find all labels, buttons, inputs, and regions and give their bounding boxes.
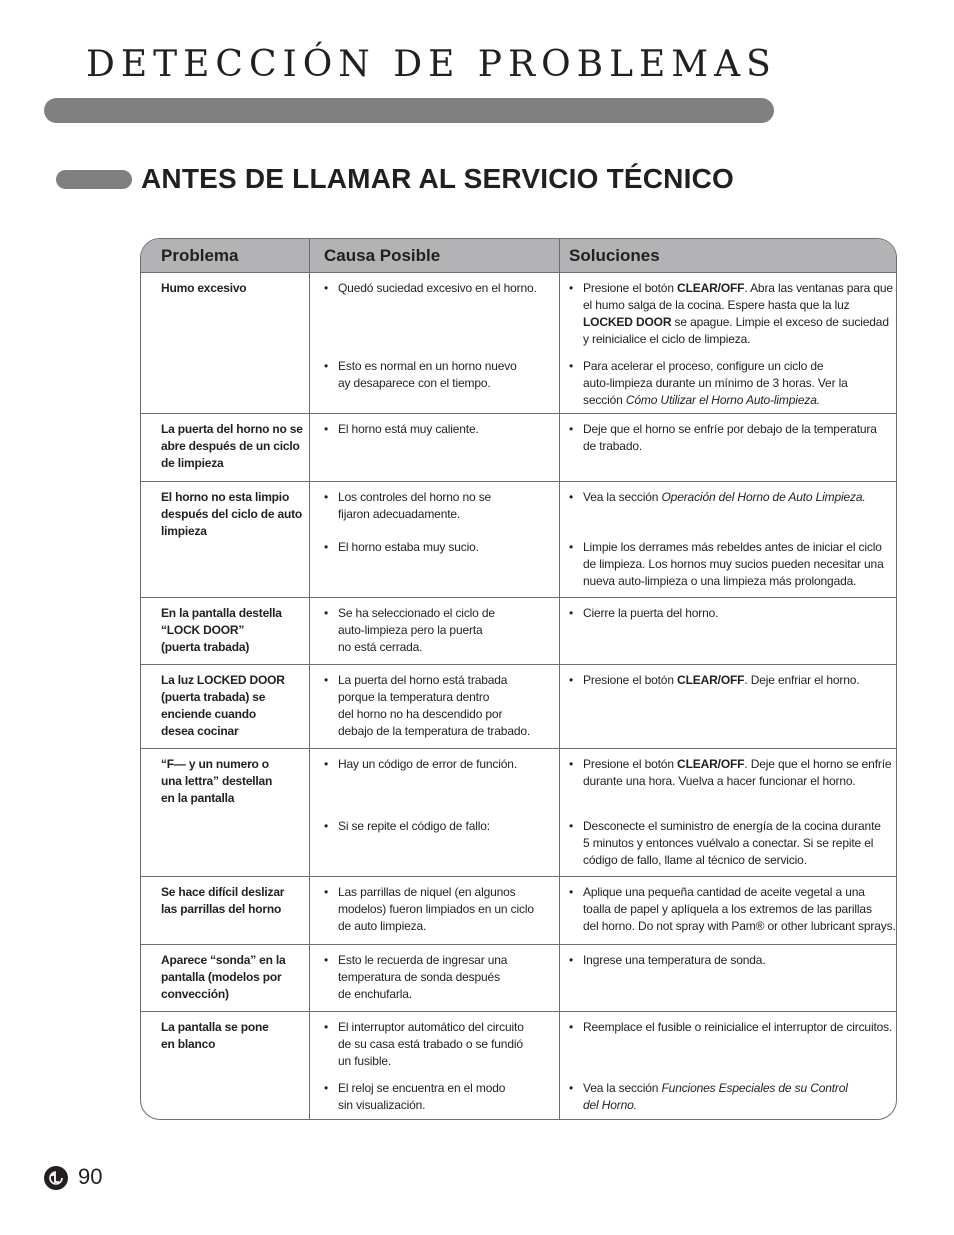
cause-item: • Si se repite el código de fallo: [324,818,554,835]
solution-item: • Presione el botón CLEAR/OFF. Deje que el horno se enfríe durante una hora. Vuelva a hacer funcionar el horno. [569,756,897,790]
cause-item: • El interruptor automático del circuito de su casa está trabado o se fundió un fusible. [324,1019,554,1070]
cause-item: • Se ha seleccionado el ciclo de auto-limpieza pero la puerta no está cerrada. [324,605,554,656]
problem-cell: Se hace difícil deslizar las parrillas del horno [161,885,285,916]
page-number: 90 [78,1164,103,1189]
problem-cell: Humo excesivo [161,281,247,295]
problem-cell: La pantalla se pone en blanco [161,1020,269,1051]
solution-item: • Presione el botón CLEAR/OFF. Abra las ventanas para que el humo salga de la cocina. Espere hasta que la luz LOCKED DOOR se apague. Limpie el exceso de suciedad y reinicialice el ciclo de limpieza. [569,280,897,348]
solution-item: • Presione el botón CLEAR/OFF. Deje enfriar el horno. [569,672,897,689]
cause-item: • La puerta del horno está trabada porque la temperatura dentro del horno no ha descendido por debajo de la temperatura de trabado. [324,672,554,740]
cause-item: • Esto le recuerda de ingresar una temperatura de sonda después de enchufarla. [324,952,554,1003]
header-problema: Problema [161,246,239,265]
header-causa-posible: Causa Posible [324,246,441,265]
cause-item: • El horno estaba muy sucio. [324,539,554,556]
solution-item: • Deje que el horno se enfríe por debajo de la temperatura de trabado. [569,421,897,455]
cause-item: • Los controles del horno no se fijaron adecuadamente. [324,489,554,523]
cause-item: • Esto es normal en un horno nuevo ay desaparece con el tiempo. [324,358,554,392]
table-row [141,1012,896,1120]
chapter-title: DETECCIÓN DE PROBLEMAS [86,44,777,85]
section-title: ANTES DE LLAMAR AL SERVICIO TÉCNICO [141,163,734,194]
problem-cell: Aparece “sonda” en la pantalla (modelos por convección) [161,953,286,1001]
solution-item: • Vea la sección Funciones Especiales de su Control del Horno. [569,1080,897,1114]
cause-item: • Quedó suciedad excesivo en el horno. [324,280,554,297]
table-row [141,749,896,877]
problem-cell: En la pantalla destella “LOCK DOOR” (puerta trabada) [161,606,282,654]
table-row [141,665,896,749]
solution-item: • Ingrese una temperatura de sonda. [569,952,897,969]
lg-logo-icon [44,1166,68,1190]
table-row [141,877,896,945]
cause-item: • Hay un código de error de función. [324,756,554,773]
table-row [141,598,896,665]
table-row [141,482,896,598]
solution-item: • Vea la sección Operación del Horno de Auto Limpieza. [569,489,897,506]
solution-item: • Limpie los derrames más rebeldes antes de iniciar el ciclo de limpieza. Los hornos muy sucios pueden necesitar una nueva auto-limpieza o una limpieza más prolongada. [569,539,897,590]
problem-cell: La luz LOCKED DOOR (puerta trabada) se enciende cuando desea cocinar [161,673,285,738]
cause-item: • Las parrillas de niquel (en algunos modelos) fueron limpiados en un ciclo de auto limpieza. [324,884,554,935]
cause-item: • El reloj se encuentra en el modo sin visualización. [324,1080,554,1114]
solution-item: • Reemplace el fusible o reinicialice el interruptor de circuitos. [569,1019,897,1036]
header-soluciones: Soluciones [569,246,660,265]
chapter-title-bar [44,98,774,123]
problem-cell: La puerta del horno no se abre después de un ciclo de limpieza [161,422,303,470]
problem-cell: El horno no esta limpio después del ciclo de auto limpieza [161,490,303,538]
solution-item: • Desconecte el suministro de energía de la cocina durante 5 minutos y entonces vuélvalo a conectar. Si se repite el código de fallo, llame al técnico de servicio. [569,818,897,869]
table-header [141,239,896,273]
section-pill-decoration [56,170,132,189]
troubleshooting-table [140,238,897,1120]
problem-cell: “F— y un numero o una lettra” destellan en la pantalla [161,757,273,805]
cause-item: • El horno está muy caliente. [324,421,554,438]
solution-item: • Aplique una pequeña cantidad de aceite vegetal a una toalla de papel y aplíquela a los extremos de las parillas del horno. Do not spray with Pam® or other lubricant sprays. [569,884,897,935]
table-row [141,414,896,482]
table-row [141,945,896,1012]
solution-item: • Cierre la puerta del horno. [569,605,897,622]
table-row [141,273,896,414]
solution-item: • Para acelerar el proceso, configure un ciclo de auto-limpieza durante un mínimo de 3 horas. Ver la sección Cómo Utilizar el Horno Auto-limpieza. [569,358,897,409]
